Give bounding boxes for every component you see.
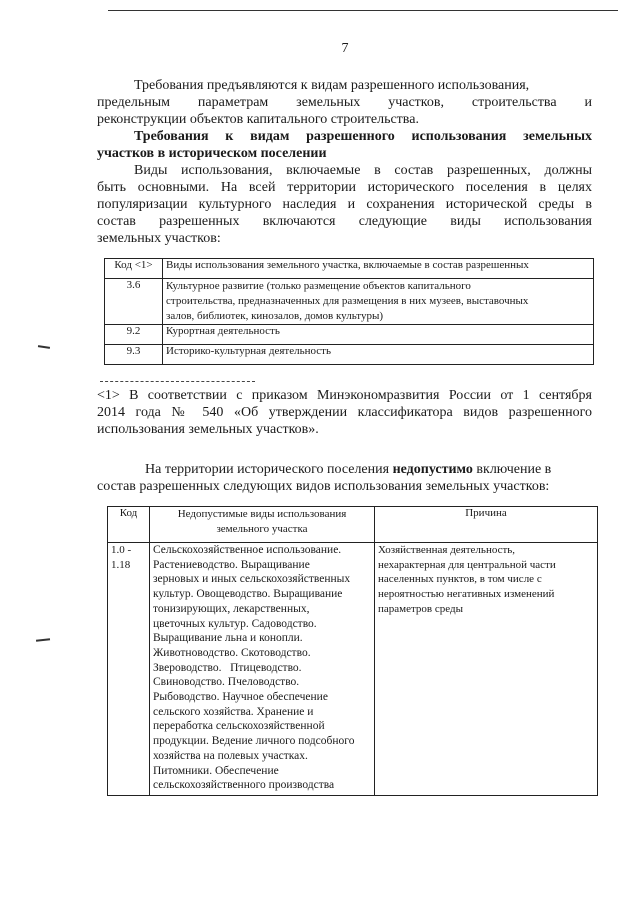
paragraph1-line2: предельным параметрам земельных участков, строительства и [97, 95, 592, 110]
paragraph1-line1: Требования предъявляются к видам разрешенного использования, [134, 78, 530, 93]
footnote-line3: использования земельных участков». [97, 422, 319, 437]
page-number: 7 [341, 41, 349, 56]
paragraph3-line2: состав разрешенных следующих видов использования земельных участков: [97, 479, 550, 494]
allowed-uses-table [104, 258, 594, 365]
scan-margin-mark [38, 345, 50, 348]
table2-header-reason: Причина [375, 507, 598, 543]
section-heading-line1: Требования к видам разрешенного использования земельных [134, 129, 592, 144]
table1-row [105, 325, 594, 345]
paragraph3-line1: На территории исторического поселения недопустимо включение в [145, 462, 552, 477]
forbidden-uses-table [107, 506, 598, 796]
table1-code: 9.2 [105, 325, 163, 345]
section-heading-line2: участков в историческом поселении [97, 146, 327, 161]
table2-header-code: Код [108, 507, 150, 543]
table1-code: 9.3 [105, 345, 163, 365]
scan-margin-mark [36, 638, 50, 641]
table1-description: Историко-культурная деятельность [163, 345, 594, 365]
table2-code: 1.0 - 1.18 [108, 543, 150, 796]
paragraph2-line4: состав разрешенных включаются следующие виды использования [97, 214, 592, 229]
footnote-separator [100, 381, 255, 382]
table2-header-row [108, 507, 598, 543]
table1-row [105, 279, 594, 325]
footnote-line2: 2014 года № 540 «Об утверждении классификатора видов разрешенного [97, 405, 592, 420]
table2-row [108, 543, 598, 796]
table1-description: Культурное развитие (только размещение объектов капитального строительства, предназначенных для размещения в них музеев, выставочных залов, библиотек, кинозалов, домов культуры) [163, 279, 594, 325]
paragraph2-line1: Виды использования, включаемые в состав разрешенных, должны [134, 163, 592, 178]
table1-header-types: Виды использования земельного участка, включаемые в состав разрешенных [163, 259, 594, 279]
paragraph2-line3: популяризации культурного наследия и сохранения исторической среды в [97, 197, 592, 212]
table1-description: Курортная деятельность [163, 325, 594, 345]
table2-reason: Хозяйственная деятельность, нехарактерная для центральной части населенных пунктов, в том числе с нероятностью негативных изменений параметров среды [375, 543, 598, 796]
table1-row [105, 345, 594, 365]
table1-header-row [105, 259, 594, 279]
table2-forbidden-types: Сельскохозяйственное использование. Растениеводство. Выращивание зерновых и иных сельскохозяйственных культур. Овощеводство. Выращивание тонизирующих, лекарственных, цветочных культур. Садоводство. Выращивание льна и конопли. Животноводство. Скотоводство. Звероводство. Птицеводство. Свиноводство. Пчеловодство. Рыбоводство. Научное обеспечение сельского хозяйства. Хранение и переработка сельскохозяйственной продукции. Ведение личного подсобного хозяйства на полевых участках. Питомники. Обеспечение сельскохозяйственного производства [150, 543, 375, 796]
table2-header-types: Недопустимые виды использования земельного участка [150, 507, 375, 543]
paragraph2-line2: быть основными. На всей территории исторического поселения в целях [97, 180, 592, 195]
paragraph1-line3: реконструкции объектов капитального строительства. [97, 112, 419, 127]
top-rule [108, 10, 618, 11]
paragraph2-line5: земельных участков: [97, 231, 221, 246]
footnote-line1: <1> В соответствии с приказом Минэкономразвития России от 1 сентября [97, 388, 592, 403]
table1-code: 3.6 [105, 279, 163, 325]
table1-header-code: Код <1> [105, 259, 163, 279]
